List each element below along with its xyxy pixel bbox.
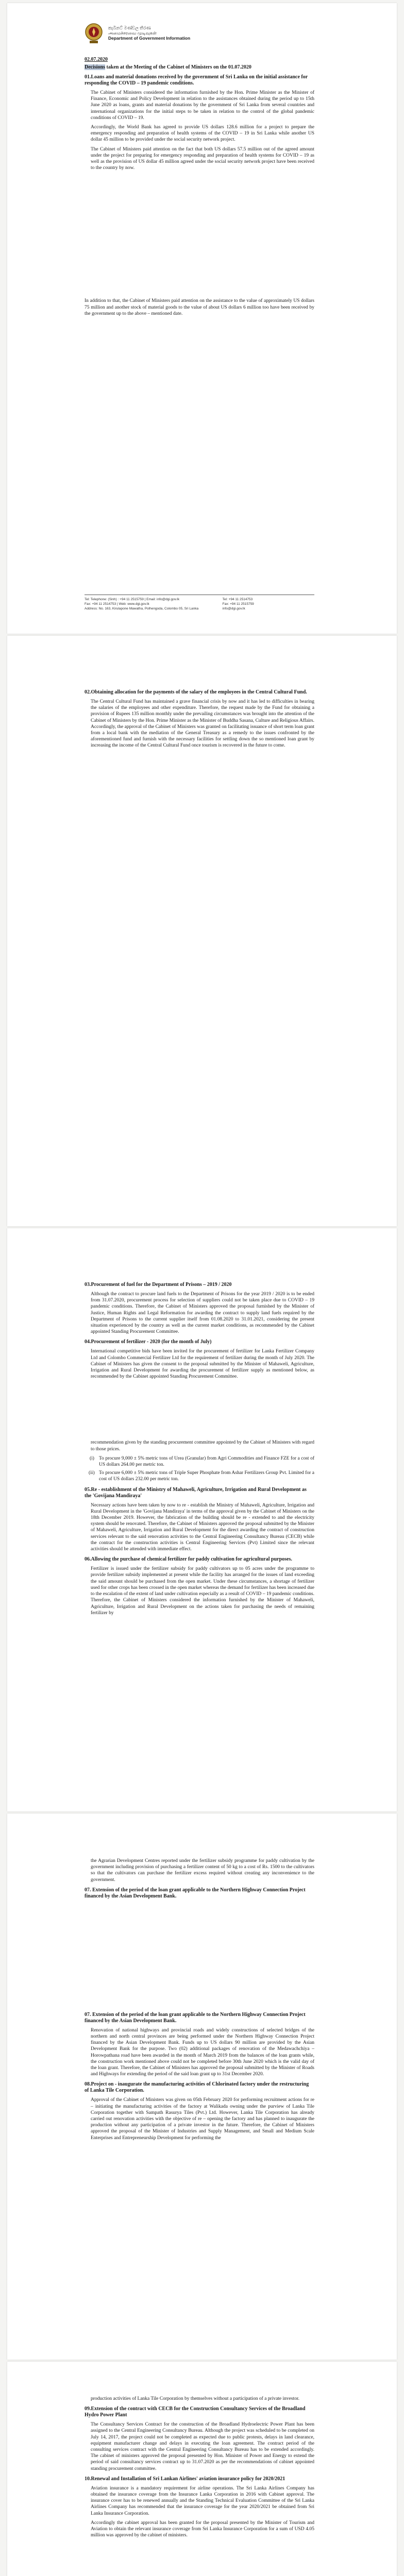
item-04-paragraph-2: recommendation given by the standing procurement committee appointed by the Cabinet of Ministers with regard to those prices. (91, 1440, 314, 1452)
release-date: 02.07.2020 (85, 57, 108, 62)
footer-line: Fax: +94 11 2515759 (222, 602, 254, 606)
item-09-title: 09.Extension of the contract with CECB for the Construction Consultancy Services of the Broadland Hydro Power Plant (85, 2406, 306, 2418)
document-title (85, 64, 314, 70)
item-10-paragraph-1: Aviation insurance is a mandatory requirement for airline operations. The Sri Lanka Airlines Company has obtained the insurance coverage from the Insurance Lanka Corporation in 2016 with Cabinet approval. The insurance cover has to be renewed annually and the Standing Technical Evaluation Committee of the Sri Lanka Airlines Company has recommended that the insurance coverage for the year 2020/2021 be obtained from Sri Lanka Insurance Corporation. (91, 2485, 314, 2516)
item-05-title: 05.Re - establishment of the Ministry of Mahaweli, Agriculture, Irrigation and Rural Development as the 'Govijana Mandiraya' (85, 1486, 307, 1499)
item-06-paragraph-1: Fertilizer is issued under the fertilizer subsidy for paddy cultivators up to 05 acres under the programme to provide fertilizer subsidy implemented at present while the facility has arranged for the issues of land exceeding the said amount should be purchased from the open market. Under these circumstances, a shortage of fertilizer used for other crops has been crossed in the open market whereas the demand for fertilizer has been increased due to the escalation of the extent of land under cultivation especially as a result of COVID – 19 pandemic conditions. Therefore, the Cabinet of Ministers considered the information furnished by the Minister of Mahaweli, Agriculture, Irrigation and Rural Development on the actions taken for purchasing the needs of remaining fertilizer by (91, 1566, 314, 1616)
footer-line: info@dgi.gov.lk (222, 607, 245, 611)
government-emblem-icon (83, 21, 104, 45)
letterhead-sinhala: කැබිනට් මණ්ඩල තීරණ (108, 25, 151, 30)
document-page-3 (7, 1228, 397, 1811)
item-06-title: 06.Allowing the purchase of chemical fertilizer for paddy cultivation for agricultural purposes. (85, 1556, 292, 1563)
item-01-paragraph-1: The Cabinet of Ministers considered the information furnished by the Hon. Prime Minister as the Minister of Finance, Economic and Policy Development in relation to the assistances obtained during the period up to 15th June 2020 as loans, grants and material donations by the government of Sri Lanka from several countries and international organizations for the initial steps to be taken in relation to the control of the global pandemic conditions of COVID – 19. (91, 90, 314, 121)
item-07-title-repeat: 07. Extension of the period of the loan grant applicable to the Northern Highway Connection Project financed by the Asian Development Bank. (85, 2011, 306, 2024)
document-page-1 (7, 3, 397, 634)
item-01-title: 01.Loans and material donations received by the government of Sri Lanka on the initial assistance for responding the COVID – 19 pandemic conditions. (85, 74, 308, 86)
footer-column-2 (223, 597, 314, 611)
letterhead-text (108, 25, 190, 41)
item-08-paragraph-2: production activities of Lanka Tile Corporation by themselves without a participation of a private investor. (91, 2396, 299, 2401)
item-04-title: 04.Procurement of fertilizer - 2020 (for the month of July) (85, 1339, 212, 1345)
document-page-4 (7, 1814, 397, 2360)
letterhead-footer (85, 595, 314, 611)
page-spacer (85, 171, 314, 295)
page-spacer (85, 1380, 314, 1436)
letterhead (7, 3, 397, 45)
item-03-title: 03.Procurement of fuel for the Department of Prisons – 2019 / 2020 (85, 1282, 232, 1287)
item-09-paragraph-1: The Consultancy Services Contract for the construction of the Broadland Hydroelectric Power Plant has been assigned to the Central Engineering Consultancy Bureau. Although the project was scheduled to be completed on July 14, 2017, the project could not be completed as expected due to public protests, delays in land clearance, equipment manufacturer change and delays in executing the loan agreement. The contract period of the consulting services contract with the Central Engineering Consultancy Bureau has to be extended accordingly. The cabinet of ministers approved the proposal presented by Hon. Minister of Power and Energy to extend the period of said consultancy services contract up to 31.07.2020 as per the recommendations of cabinet appointed standing procurement committee. (91, 2422, 314, 2471)
letterhead-english: Department of Government Information (108, 36, 191, 41)
item-10-title: 10.Renewal and Installation of Sri Lankan Airlines' aviation insurance policy for 2020/2021 (85, 2476, 285, 2482)
letterhead-tamil: அமைச்சரவை முடிவுகள் (108, 30, 157, 36)
footer-line: Address: No. 163, Kirulapone Mawatha, Polhengoda, Colombo 05, Sri Lanka (85, 607, 199, 611)
footer-line: Fax: +94 11 2514753 | Web: www.dgi.gov.lk (85, 602, 149, 606)
item-06-paragraph-2: the Agrarian Development Centres reported under the fertilizer subsidy programme for paddy cultivation by the government including provision of purchasing a fertilizer content of 50 kg to a cost of Rs. 1500 to the cultivators so that the cultivators can purchase the fertilizer excess required without creating any inconvenience to the government. (91, 1858, 314, 1883)
document-title-highlight: Decisions (85, 64, 105, 70)
item-04-list (85, 1455, 314, 1483)
document-title-rest: taken at the Meeting of the Cabinet of Ministers on the 01.07.2020 (105, 64, 251, 70)
footer-line: Tel: +94 11 2514753 (222, 598, 253, 601)
item-08-paragraph-1: Approval of the Cabinet of Ministers was given on 05th February 2020 for performing recruitment actions for re – initiating the manufacturing activities of the factory at Walikada owning under the purview of Lanka Tile Corporation together with Sampath Rasurya Tiles (Pvt.) Ltd. However, Lanka Tile Corporation has already carried out renovation activities with the objective of re – opening the factory and has planned to inaugurate the production without any participation of a private investor in the future. Therefore, the Cabinet of Ministers approved the proposal of the Minister of Industries and Supply Management, and Small and Medium Scale Enterprises and Entrepreneurship Development for performing the (91, 2097, 314, 2141)
item-02-title: 02.Obtaining allocation for the payments of the salary of the employees in the Central Cultural Fund. (85, 689, 307, 695)
item-01-paragraph-4: In addition to that, the Cabinet of Ministers paid attention on the assistance to the value of approximately US dollars 75 million and another stock of material goods to the value of about US dollars 6 million too have been received by the government up to the above – mentioned date. (85, 298, 314, 316)
item-07-paragraph-1: Renovation of national highways and provincial roads and widely constructions of selected bridges of the northern and north central provinces are being performed under the Northern Highway Connection Project financed by the Asian Development Bank. Funds up to US dollars 90 million are provided by the Asian Development Bank for the purpose. Two (02) additional packages of renovation of the Medawachchiya – Horowpathana road have been awarded in the month of March 2019 from the balances of the loan grants while, the construction work mentioned above could not be completed before 30th June 2020 which is the valid day of the loan grant. Therefore, the Cabinet of Ministers has approved the proposal submitted by the Minister of Roads and Highways for extending the period of the said loan grant up to 31st December 2020. (91, 2027, 314, 2077)
item-07-title: 07. Extension of the period of the loan grant applicable to the Northern Highway Connection Project financed by the Asian Development Bank. (85, 1887, 306, 1899)
item-03-paragraph-1: Although the contract to procure land fuels to the Department of Prisons for the year 2019 / 2020 is to be ended from 31.07.2020, procurement process for selection of suppliers could not be taken place due to COVID – 19 pandemic conditions. Therefore, the Cabinet of Ministers approved the proposal furnished by the Minister of Justice, Human Rights and Legal Reformation for awarding the contract to supply land fuels required by the Department of Prisons to the current supplier itself from 01.08.2020 to 31.01.2021, considering the present situation experienced by the country as well as the current market conditions, as recommended by the Cabinet appointed Standing Procurement Committee. (91, 1292, 314, 1335)
item-08-title: 08.Project on - inaugurate the manufacturing activities of Chlorinated factory under the restructuring of Lanka Tile Corporation. (85, 2081, 309, 2094)
item-01-paragraph-2: Accordingly, the World Bank has agreed to provide US dollars 128.6 million for a project to prepare the emergency responding and preparation of health systems of the COVID – 19 in Sri Lanka while another US dollar 45 million to be provided under the social security network project. (91, 125, 314, 143)
item-04-paragraph-1: International competitive bids have been invited for the procurement of fertilizer for Lanka Fertilizer Company Ltd and Colombo Commercial Fertilizer Ltd for the requirement of fertilizer during the month of July 2020. The Cabinet of Ministers has given the consent to the proposal submitted by the Minister of Mahaweli, Agriculture, Irrigation and Rural Development for awarding the procurement of fertilizer supply as mentioned below, as recommended by the Cabinet appointed Standing Procurement Committee. (91, 1349, 314, 1380)
list-item: (ii) To procure 6,000 ± 5% metric tons of Triple Super Phosphate from Ashar Fertilizers Group Pvt. Limited for a cost of US dollars 232.00 per metric ton. (99, 1470, 314, 1482)
document-page-5 (7, 2362, 397, 2576)
item-02-paragraph-1: The Central Cultural Fund has maintained a grave financial crisis by now and it has led to difficulties in bearing the salaries of the employees and other expenditure. Therefore, the request made by the Fund for obtaining a provision of Rupees 135 million monthly under the prevailing circumstances was brought into the attention of the Cabinet of Ministers by the Hon. Prime Minister as the Minister of Buddha Sasana, Culture and Religious Affairs. Accordingly, the approval of the Cabinet of Ministers was granted on facilitating issuance of short term loan grant from a local bank with the mediation of the General Treasury as a remedy to the issues confronted by the aforementioned fund and furnish with the necessary facilities for settling down the so mentioned loan grant by increasing the income of the Central Cultural Fund once tourism is recovered in the future to come. (91, 699, 314, 749)
item-10-paragraph-2: Accordingly the cabinet approval has been granted for the proposal presented by the Minister of Tourism and Aviation to obtain the relevant insurance coverage from Sri Lanka Insurance Corporation for a sum of USD 4.05 million was approved by the cabinet of ministers. (91, 2520, 314, 2538)
item-05-paragraph-1: Necessary actions have been taken by now to re - establish the Ministry of Mahaweli, Agriculture, Irrigation and Rural Development in the 'Govijana Mandiraya' in terms of the approval given by the Cabinet of Ministers on the 18th December 2019. However, the fabrication of the building should be re - extended to and the electricity system should be renovated. Therefore, the Cabinet of Ministers approved the proposal submitted by the Minister of Mahaweli, Agriculture, Irrigation and Rural Development for the direct awarding the contract of construction services relevant to the said renovation activities to the Central Engineering Consultancy Bureau (CECB) while the contract for the construction activities is Central Engineering Services (Pvt) Limited since the relevant activities should be attended with immediate effect. (91, 1502, 314, 1552)
item-01-paragraph-3: The Cabinet of Ministers paid attention on the fact that both US dollars 57.5 million out of the agreed amount under the project for preparing for emergency responding and preparation of health systems for COVID – 19 as well as the provision of US dollar 45 million agreed under the social security network project have been received to the country by now. (91, 146, 314, 171)
footer-line: Tel: Telephone: (Sinh) : +94 11 2515759 | Email: info@dgi.gov.lk (85, 598, 180, 601)
document-page-2 (7, 636, 397, 1226)
footer-column-1 (85, 597, 213, 611)
list-item: (i) To procure 9,000 ± 5% metric tons of Urea (Granular) from Agri Commodities and Finance FZE for a cost of US dollars 264.00 per metric ton. (99, 1455, 314, 1468)
page-spacer (85, 1900, 314, 2008)
